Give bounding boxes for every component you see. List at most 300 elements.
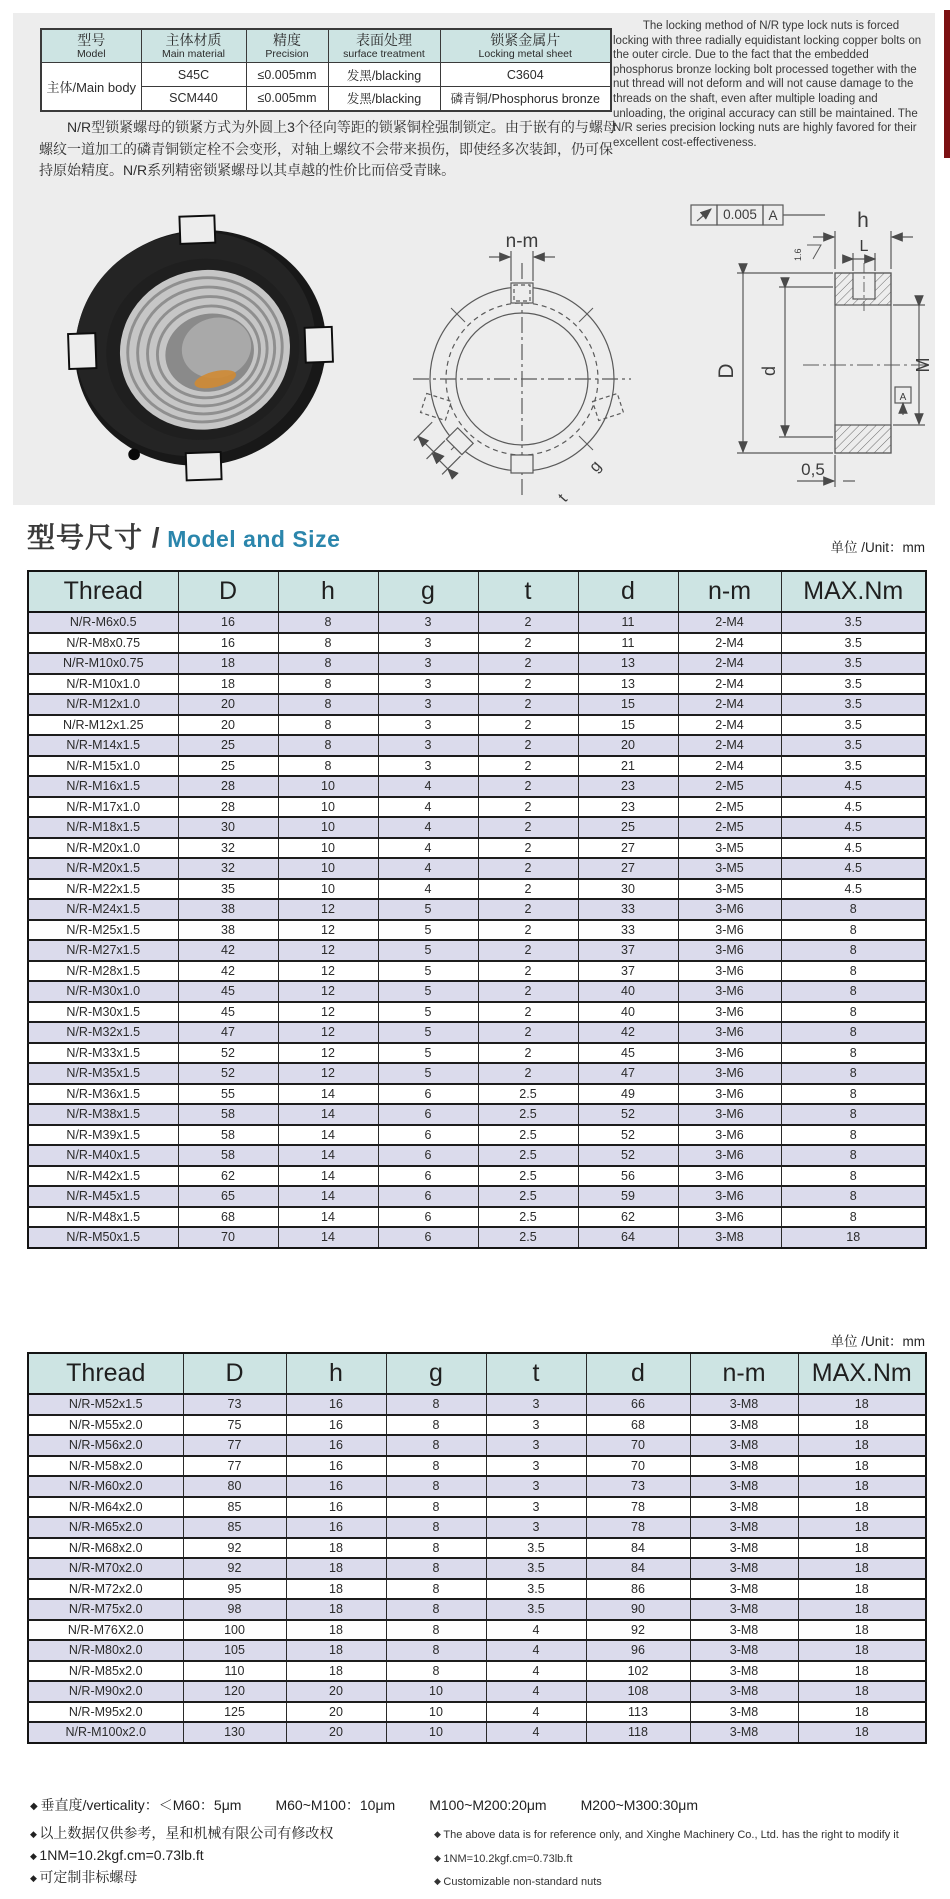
cell-thread: N/R-M20x1.0 (28, 838, 178, 859)
cell-nm: 2-M4 (678, 653, 781, 674)
cell-nm: 3-M8 (690, 1640, 798, 1661)
size-row (28, 961, 926, 982)
cell-g: 3 (378, 694, 478, 715)
cell-D: 85 (183, 1517, 286, 1538)
footnote-item: ◆ The above data is for reference only, and Xinghe Machinery Co., Ltd. has the right to modify it (434, 1823, 925, 1847)
front-view-drawing (393, 211, 651, 503)
cell-thread: N/R-M52x1.5 (28, 1394, 183, 1415)
cell-maxnm: 8 (781, 1043, 926, 1064)
cell-thread: N/R-M10x0.75 (28, 653, 178, 674)
cell-maxnm: 8 (781, 920, 926, 941)
cell-t: 4 (486, 1722, 586, 1743)
cell-thread: N/R-M33x1.5 (28, 1043, 178, 1064)
cell-thread: N/R-M25x1.5 (28, 920, 178, 941)
front-label-nm: n-m (505, 231, 539, 252)
cell-h: 12 (278, 1002, 378, 1023)
size-row (28, 1063, 926, 1084)
cell-nm: 3-M6 (678, 1043, 781, 1064)
section-label-L: L (859, 238, 869, 255)
size-row (28, 838, 926, 859)
cell-thread: N/R-M30x1.0 (28, 981, 178, 1002)
cell-g: 5 (378, 920, 478, 941)
cell-nm: 3-M8 (690, 1599, 798, 1620)
cell-thread: N/R-M17x1.0 (28, 797, 178, 818)
cell-g: 8 (386, 1579, 486, 1600)
cell-maxnm: 3.5 (781, 694, 926, 715)
product-photo (53, 185, 348, 505)
size-row (28, 612, 926, 633)
cell-t: 3 (486, 1415, 586, 1436)
size-row (28, 1104, 926, 1125)
cell-D: 98 (183, 1599, 286, 1620)
spec-surface-2: 发黑/blacking (328, 87, 440, 111)
cell-thread: N/R-M55x2.0 (28, 1415, 183, 1436)
cell-h: 12 (278, 920, 378, 941)
size-row (28, 1456, 926, 1477)
cell-h: 16 (286, 1394, 386, 1415)
cell-thread: N/R-M90x2.0 (28, 1681, 183, 1702)
cell-g: 8 (386, 1435, 486, 1456)
cell-g: 6 (378, 1227, 478, 1248)
cell-nm: 3-M8 (690, 1476, 798, 1497)
cell-nm: 2-M5 (678, 776, 781, 797)
cell-g: 8 (386, 1456, 486, 1477)
cell-h: 12 (278, 1043, 378, 1064)
cell-nm: 3-M6 (678, 940, 781, 961)
cell-nm: 3-M8 (678, 1227, 781, 1248)
cell-nm: 3-M8 (690, 1681, 798, 1702)
cell-D: 120 (183, 1681, 286, 1702)
size-row (28, 633, 926, 654)
cell-d: 66 (586, 1394, 690, 1415)
cell-thread: N/R-M30x1.5 (28, 1002, 178, 1023)
cell-h: 8 (278, 694, 378, 715)
cell-d: 23 (578, 776, 678, 797)
cell-maxnm: 8 (781, 899, 926, 920)
cell-thread: N/R-M16x1.5 (28, 776, 178, 797)
cell-d: 73 (586, 1476, 690, 1497)
cell-t: 4 (486, 1702, 586, 1723)
cell-D: 28 (178, 776, 278, 797)
cell-thread: N/R-M24x1.5 (28, 899, 178, 920)
cell-thread: N/R-M6x0.5 (28, 612, 178, 633)
cell-thread: N/R-M18x1.5 (28, 817, 178, 838)
cell-thread: N/R-M22x1.5 (28, 879, 178, 900)
spec-header-model: 型号 Model (41, 29, 141, 63)
cell-maxnm: 8 (781, 940, 926, 961)
cell-h: 8 (278, 653, 378, 674)
size-row (28, 1702, 926, 1723)
cell-D: 38 (178, 899, 278, 920)
cell-D: 30 (178, 817, 278, 838)
cell-t: 3.5 (486, 1579, 586, 1600)
cell-nm: 3-M6 (678, 961, 781, 982)
cell-thread: N/R-M65x2.0 (28, 1517, 183, 1538)
cell-thread: N/R-M60x2.0 (28, 1476, 183, 1497)
cell-d: 108 (586, 1681, 690, 1702)
cell-thread: N/R-M56x2.0 (28, 1435, 183, 1456)
size-table-1-header-row (28, 571, 926, 612)
column-header: d (586, 1353, 690, 1394)
cell-maxnm: 18 (798, 1497, 926, 1518)
footnotes-chinese (30, 1823, 434, 1894)
cell-t: 2 (478, 612, 578, 633)
cell-h: 20 (286, 1702, 386, 1723)
cell-maxnm: 4.5 (781, 817, 926, 838)
cell-thread: N/R-M12x1.25 (28, 715, 178, 736)
page-title-zh: 型号尺寸 / (27, 522, 161, 553)
cell-d: 68 (586, 1415, 690, 1436)
cell-t: 3 (486, 1497, 586, 1518)
cell-t: 2 (478, 797, 578, 818)
cell-thread: N/R-M27x1.5 (28, 940, 178, 961)
cell-maxnm: 8 (781, 1002, 926, 1023)
size-row (28, 797, 926, 818)
cell-nm: 3-M8 (690, 1435, 798, 1456)
cell-D: 55 (178, 1084, 278, 1105)
cell-t: 2 (478, 694, 578, 715)
cell-h: 16 (286, 1517, 386, 1538)
page-title-en: Model and Size (167, 526, 341, 552)
size-row (28, 1415, 926, 1436)
cell-thread: N/R-M45x1.5 (28, 1186, 178, 1207)
cell-h: 10 (278, 817, 378, 838)
size-row (28, 674, 926, 695)
cell-t: 4 (486, 1640, 586, 1661)
cell-h: 14 (278, 1104, 378, 1125)
column-header: t (486, 1353, 586, 1394)
size-row (28, 1022, 926, 1043)
cell-nm: 3-M6 (678, 1166, 781, 1187)
cell-g: 8 (386, 1661, 486, 1682)
cell-D: 20 (178, 715, 278, 736)
cell-D: 58 (178, 1145, 278, 1166)
cell-D: 75 (183, 1415, 286, 1436)
cell-t: 2 (478, 940, 578, 961)
cell-h: 8 (278, 735, 378, 756)
cell-d: 92 (586, 1620, 690, 1641)
cell-g: 3 (378, 756, 478, 777)
spec-header-material: 主体材质 Main material (141, 29, 246, 63)
cell-g: 4 (378, 879, 478, 900)
cell-g: 5 (378, 1043, 478, 1064)
column-header: h (286, 1353, 386, 1394)
cell-thread: N/R-M70x2.0 (28, 1558, 183, 1579)
cell-g: 6 (378, 1166, 478, 1187)
cell-g: 3 (378, 735, 478, 756)
cell-nm: 3-M8 (690, 1415, 798, 1436)
footnote-item: ◆ Customizable non-standard nuts (434, 1870, 925, 1894)
cell-nm: 2-M4 (678, 715, 781, 736)
cell-g: 3 (378, 674, 478, 695)
footnotes (30, 1795, 925, 1894)
cell-maxnm: 18 (798, 1620, 926, 1641)
cell-d: 15 (578, 715, 678, 736)
footnote-item: ◆ 1NM=10.2kgf.cm=0.73lb.ft (30, 1845, 434, 1867)
cell-g: 5 (378, 981, 478, 1002)
cell-maxnm: 8 (781, 1207, 926, 1228)
cell-maxnm: 8 (781, 1166, 926, 1187)
spec-header-surface: 表面处理 surface treatment (328, 29, 440, 63)
cell-d: 23 (578, 797, 678, 818)
cell-t: 2 (478, 1063, 578, 1084)
cell-nm: 2-M4 (678, 694, 781, 715)
cell-nm: 3-M8 (690, 1394, 798, 1415)
cell-g: 3 (378, 653, 478, 674)
size-row (28, 1681, 926, 1702)
cell-h: 12 (278, 1063, 378, 1084)
cell-d: 25 (578, 817, 678, 838)
cell-d: 90 (586, 1599, 690, 1620)
cell-t: 2.5 (478, 1207, 578, 1228)
section-label-h: h (857, 209, 869, 232)
cell-nm: 3-M6 (678, 1186, 781, 1207)
cell-d: 40 (578, 981, 678, 1002)
spec-precision-2: ≤0.005mm (246, 87, 328, 111)
cell-t: 2.5 (478, 1084, 578, 1105)
cell-d: 59 (578, 1186, 678, 1207)
cell-t: 3.5 (486, 1558, 586, 1579)
size-row (28, 1435, 926, 1456)
cell-D: 42 (178, 961, 278, 982)
cell-thread: N/R-M40x1.5 (28, 1145, 178, 1166)
spec-material-2: SCM440 (141, 87, 246, 111)
cell-D: 70 (178, 1227, 278, 1248)
cell-maxnm: 4.5 (781, 879, 926, 900)
page-edge-accent (944, 10, 950, 158)
cell-d: 84 (586, 1538, 690, 1559)
cell-D: 77 (183, 1435, 286, 1456)
column-header: n-m (690, 1353, 798, 1394)
cell-d: 21 (578, 756, 678, 777)
cell-g: 3 (378, 715, 478, 736)
cell-thread: N/R-M20x1.5 (28, 858, 178, 879)
lock-nut-photo (53, 185, 348, 505)
cell-D: 45 (178, 1002, 278, 1023)
size-row (28, 1661, 926, 1682)
cell-nm: 3-M6 (678, 981, 781, 1002)
cell-t: 3 (486, 1476, 586, 1497)
verticality-seg-4: M200~M300:30μm (580, 1797, 699, 1813)
cell-g: 4 (378, 797, 478, 818)
cell-thread: N/R-M76X2.0 (28, 1620, 183, 1641)
cell-D: 77 (183, 1456, 286, 1477)
cell-maxnm: 8 (781, 1186, 926, 1207)
cell-h: 10 (278, 858, 378, 879)
spec-precision-1: ≤0.005mm (246, 63, 328, 87)
size-row (28, 1599, 926, 1620)
cell-t: 2 (478, 776, 578, 797)
cell-D: 80 (183, 1476, 286, 1497)
cell-nm: 3-M5 (678, 879, 781, 900)
cell-nm: 3-M8 (690, 1538, 798, 1559)
cell-g: 4 (378, 776, 478, 797)
cell-t: 2.5 (478, 1145, 578, 1166)
cell-thread: N/R-M95x2.0 (28, 1702, 183, 1723)
column-header: MAX.Nm (798, 1353, 926, 1394)
cell-t: 2 (478, 981, 578, 1002)
cell-D: 35 (178, 879, 278, 900)
cell-h: 14 (278, 1207, 378, 1228)
section-view-drawing (685, 175, 935, 503)
cell-t: 2 (478, 920, 578, 941)
cell-thread: N/R-M85x2.0 (28, 1661, 183, 1682)
cell-nm: 3-M5 (678, 838, 781, 859)
cell-d: 47 (578, 1063, 678, 1084)
front-view-svg (393, 211, 651, 503)
cell-g: 8 (386, 1394, 486, 1415)
cell-d: 27 (578, 858, 678, 879)
size-row (28, 1579, 926, 1600)
size-row (28, 756, 926, 777)
cell-t: 2 (478, 756, 578, 777)
spec-header-precision: 精度 Precision (246, 29, 328, 63)
cell-g: 8 (386, 1640, 486, 1661)
cell-D: 45 (178, 981, 278, 1002)
cell-nm: 3-M8 (690, 1661, 798, 1682)
size-row (28, 1640, 926, 1661)
cell-t: 4 (486, 1661, 586, 1682)
size-row (28, 920, 926, 941)
cell-h: 16 (286, 1476, 386, 1497)
cell-h: 18 (286, 1661, 386, 1682)
cell-D: 20 (178, 694, 278, 715)
cell-h: 18 (286, 1538, 386, 1559)
cell-thread: N/R-M64x2.0 (28, 1497, 183, 1518)
column-header: t (478, 571, 578, 612)
cell-maxnm: 3.5 (781, 715, 926, 736)
cell-thread: N/R-M35x1.5 (28, 1063, 178, 1084)
section-heading (27, 516, 925, 556)
spec-row-1 (41, 63, 611, 87)
footnote-item: ◆ 1NM=10.2kgf.cm=0.73lb.ft (434, 1847, 925, 1871)
cell-g: 5 (378, 1002, 478, 1023)
cell-g: 6 (378, 1207, 478, 1228)
section-label-M: M (913, 357, 933, 373)
cell-h: 14 (278, 1125, 378, 1146)
cell-nm: 3-M8 (690, 1558, 798, 1579)
cell-t: 2.5 (478, 1227, 578, 1248)
cell-thread: N/R-M48x1.5 (28, 1207, 178, 1228)
cell-d: 33 (578, 899, 678, 920)
column-header: g (386, 1353, 486, 1394)
cell-g: 6 (378, 1186, 478, 1207)
cell-thread: N/R-M50x1.5 (28, 1227, 178, 1248)
cell-thread: N/R-M10x1.0 (28, 674, 178, 695)
cell-d: 45 (578, 1043, 678, 1064)
column-header: Thread (28, 571, 178, 612)
spec-row-label: 主体/Main body (41, 63, 141, 111)
spec-table-header-row (41, 29, 611, 63)
cell-D: 105 (183, 1640, 286, 1661)
size-row (28, 1043, 926, 1064)
cell-g: 5 (378, 1063, 478, 1084)
cell-thread: N/R-M42x1.5 (28, 1166, 178, 1187)
cell-D: 130 (183, 1722, 286, 1743)
section-label-half: 0,5 (801, 460, 825, 479)
cell-h: 16 (286, 1415, 386, 1436)
cell-D: 16 (178, 633, 278, 654)
cell-nm: 3-M6 (678, 1084, 781, 1105)
cell-d: 20 (578, 735, 678, 756)
cell-maxnm: 4.5 (781, 858, 926, 879)
cell-maxnm: 3.5 (781, 735, 926, 756)
cell-t: 3 (486, 1394, 586, 1415)
cell-D: 28 (178, 797, 278, 818)
cell-d: 62 (578, 1207, 678, 1228)
cell-h: 16 (286, 1497, 386, 1518)
section-roughness: 1.6 (793, 248, 803, 261)
cell-thread: N/R-M58x2.0 (28, 1456, 183, 1477)
size-row (28, 1166, 926, 1187)
cell-h: 8 (278, 715, 378, 736)
cell-h: 18 (286, 1599, 386, 1620)
cell-maxnm: 18 (798, 1558, 926, 1579)
cell-t: 2 (478, 858, 578, 879)
cell-D: 62 (178, 1166, 278, 1187)
unit-label-2: 单位 /Unit：mm (830, 1334, 925, 1349)
cell-thread: N/R-M8x0.75 (28, 633, 178, 654)
top-panel (13, 13, 935, 505)
cell-thread: N/R-M39x1.5 (28, 1125, 178, 1146)
cell-d: 70 (586, 1435, 690, 1456)
cell-maxnm: 8 (781, 961, 926, 982)
cell-D: 42 (178, 940, 278, 961)
intro-chinese: N/R型锁紧螺母的锁紧方式为外圆上3个径向等距的锁紧铜栓强制锁定。由于嵌有的与螺母螺纹一道加工的磷青铜锁定栓不会变形，对轴上螺纹不会带来损伤，即使经多次装卸，仍可保持原始精度。N/R系列精密锁紧螺母以其卓越的性价比而倍受青睐。 (39, 119, 617, 178)
cell-g: 5 (378, 961, 478, 982)
cell-h: 10 (278, 879, 378, 900)
cell-h: 18 (286, 1640, 386, 1661)
cell-maxnm: 8 (781, 981, 926, 1002)
cell-d: 40 (578, 1002, 678, 1023)
spec-table (40, 28, 612, 112)
cell-thread: N/R-M14x1.5 (28, 735, 178, 756)
cell-d: 13 (578, 653, 678, 674)
section-tolerance-datum: A (768, 208, 778, 223)
cell-maxnm: 18 (798, 1579, 926, 1600)
cell-t: 4 (486, 1620, 586, 1641)
cell-maxnm: 18 (798, 1394, 926, 1415)
cell-thread: N/R-M32x1.5 (28, 1022, 178, 1043)
size-row (28, 1538, 926, 1559)
cell-thread: N/R-M72x2.0 (28, 1579, 183, 1600)
column-header: n-m (678, 571, 781, 612)
cell-maxnm: 8 (781, 1084, 926, 1105)
cell-D: 92 (183, 1558, 286, 1579)
cell-g: 4 (378, 858, 478, 879)
cell-t: 2.5 (478, 1186, 578, 1207)
size-table-1-body (28, 612, 926, 1248)
cell-D: 85 (183, 1497, 286, 1518)
section-tolerance-value: 0.005 (723, 207, 757, 222)
section-label-d: d (759, 365, 779, 377)
column-header: d (578, 571, 678, 612)
cell-maxnm: 8 (781, 1104, 926, 1125)
footnotes-english (434, 1823, 925, 1894)
cell-nm: 2-M4 (678, 756, 781, 777)
size-row (28, 1145, 926, 1166)
unit-label-1: 单位 /Unit：mm (830, 540, 925, 555)
cell-maxnm: 3.5 (781, 653, 926, 674)
cell-d: 37 (578, 961, 678, 982)
cell-maxnm: 18 (798, 1476, 926, 1497)
cell-nm: 3-M6 (678, 899, 781, 920)
cell-h: 10 (278, 797, 378, 818)
cell-h: 12 (278, 899, 378, 920)
cell-d: 64 (578, 1227, 678, 1248)
cell-d: 102 (586, 1661, 690, 1682)
cell-D: 58 (178, 1104, 278, 1125)
